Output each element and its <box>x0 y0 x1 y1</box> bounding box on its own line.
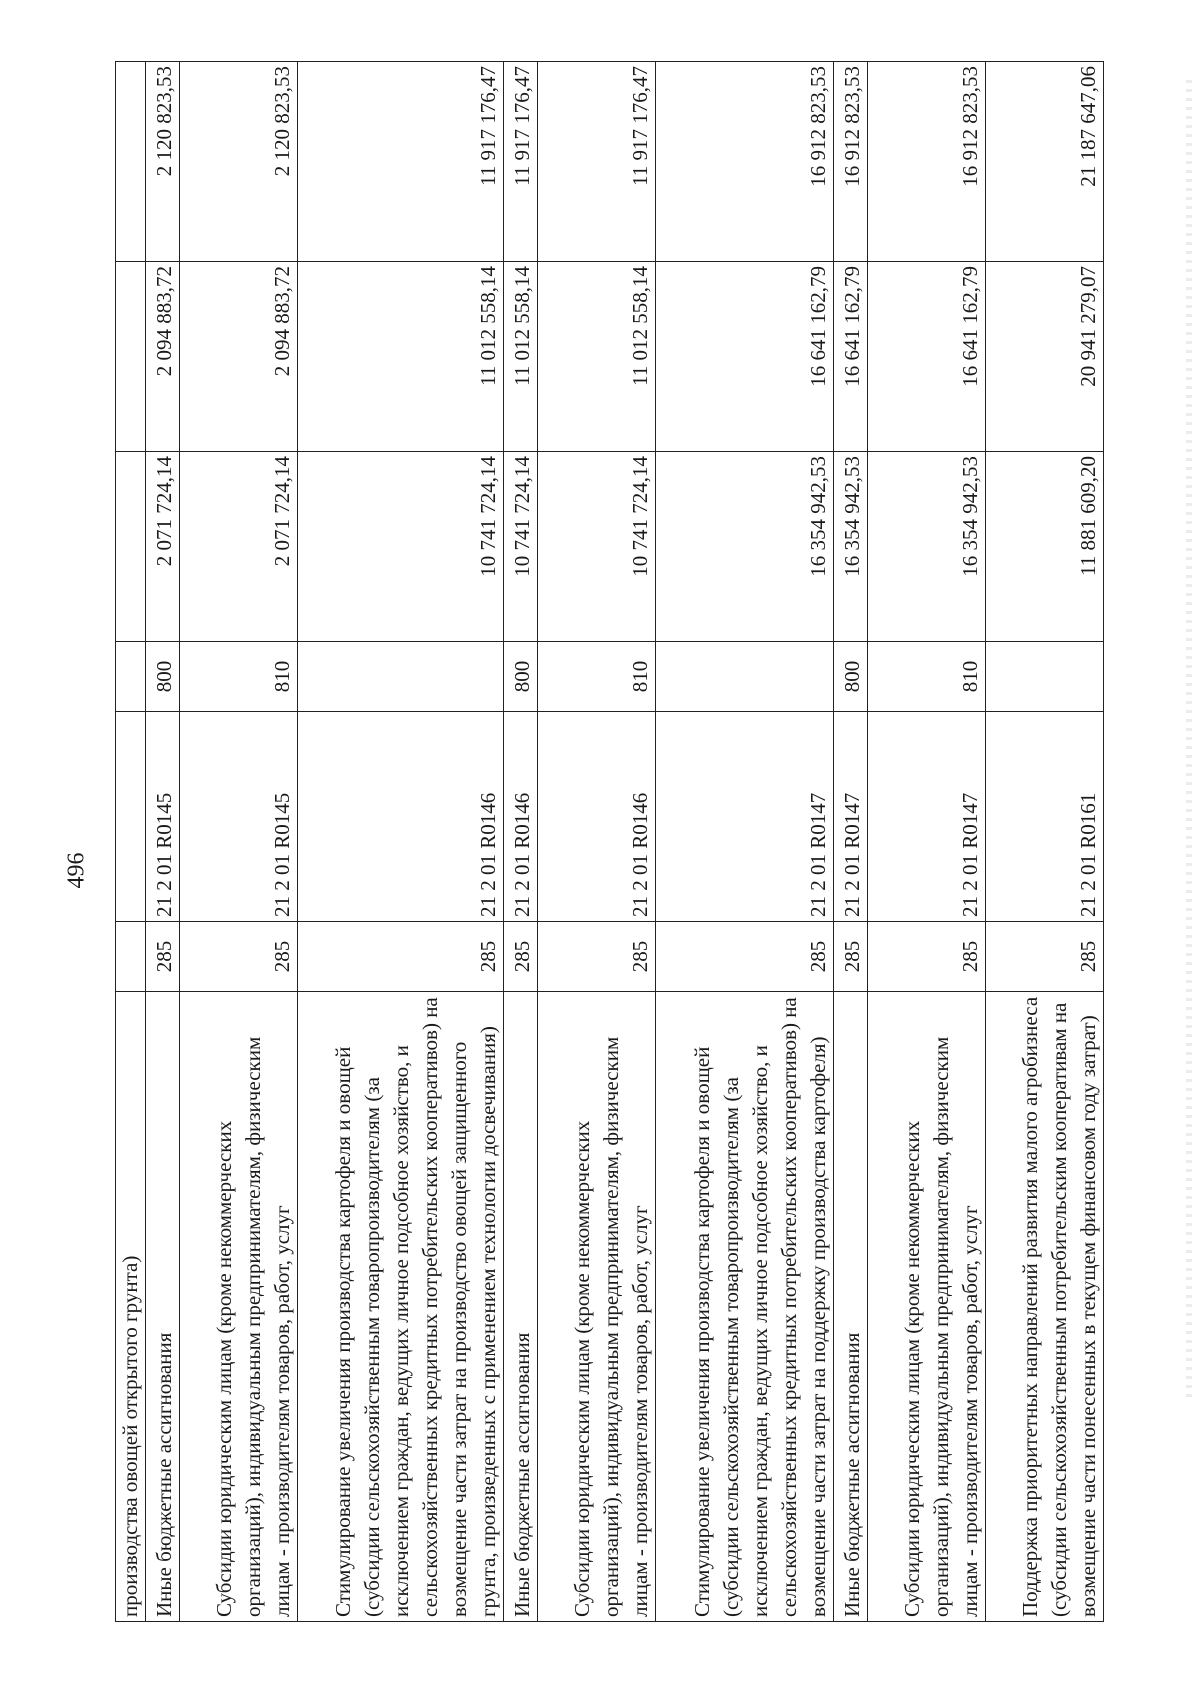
target-article-cell: 21 2 01 R0145 <box>180 712 298 922</box>
amount-year3-cell: 16 912 823,53 <box>834 62 868 262</box>
amount-year2-cell: 16 641 162,79 <box>868 262 986 452</box>
amount-year1-cell: 10 741 724,14 <box>504 452 538 642</box>
row-name-cell: Иные бюджетные ассигнования <box>834 992 868 1622</box>
ved-code-cell: 285 <box>146 922 180 992</box>
amount-year3-cell: 2 120 823,53 <box>180 62 298 262</box>
budget-table <box>115 61 1104 1622</box>
amount-year2-cell: 20 941 279,07 <box>986 262 1104 452</box>
table-row <box>504 62 538 1622</box>
amount-year1-cell: 2 071 724,14 <box>146 452 180 642</box>
table-row <box>298 62 504 1622</box>
expense-type-cell: 800 <box>146 642 180 712</box>
expense-type-cell: 810 <box>538 642 656 712</box>
table-row <box>146 62 180 1622</box>
amount-year1-cell: 2 071 724,14 <box>180 452 298 642</box>
target-article-cell: 21 2 01 R0161 <box>986 712 1104 922</box>
row-name-cell: Субсидии юридическим лицам (кроме некоммерческих организаций), индивидуальным предпринимателям, физическим лицам - производителям товаров, работ, услуг <box>538 992 656 1622</box>
table-row <box>986 62 1104 1622</box>
amount-year1-cell: 16 354 942,53 <box>868 452 986 642</box>
amount-year1-cell: 11 881 609,20 <box>986 452 1104 642</box>
amount-year2-cell: 16 641 162,79 <box>834 262 868 452</box>
ved-code-cell: 285 <box>298 922 504 992</box>
row-name-cell: производства овощей открытого грунта) <box>116 992 146 1622</box>
ved-code-cell: 285 <box>504 922 538 992</box>
row-name-cell: Субсидии юридическим лицам (кроме некоммерческих организаций), индивидуальным предпринимателям, физическим лицам - производителям товаров, работ, услуг <box>180 992 298 1622</box>
amount-year3-cell <box>116 62 146 262</box>
table-row <box>116 62 146 1622</box>
amount-year3-cell: 2 120 823,53 <box>146 62 180 262</box>
amount-year2-cell: 16 641 162,79 <box>656 262 834 452</box>
row-name-cell: Поддержка приоритетных направлений развития малого агробизнеса (субсидии сельскохозяйственным потребительским кооперативам на возмещение части понесенных в текущем финансовом году затрат) <box>986 992 1104 1622</box>
amount-year1-cell: 10 741 724,14 <box>298 452 504 642</box>
expense-type-cell: 800 <box>834 642 868 712</box>
amount-year2-cell: 11 012 558,14 <box>504 262 538 452</box>
target-article-cell: 21 2 01 R0146 <box>298 712 504 922</box>
amount-year1-cell: 16 354 942,53 <box>656 452 834 642</box>
table-row <box>868 62 986 1622</box>
row-name-cell: Иные бюджетные ассигнования <box>504 992 538 1622</box>
budget-table-rotated <box>115 62 1100 1622</box>
amount-year1-cell <box>116 452 146 642</box>
row-name-cell: Субсидии юридическим лицам (кроме некоммерческих организаций), индивидуальным предпринимателям, физическим лицам - производителям товаров, работ, услуг <box>868 992 986 1622</box>
amount-year2-cell: 11 012 558,14 <box>298 262 504 452</box>
ved-code-cell: 285 <box>538 922 656 992</box>
row-name-cell: Стимулирование увеличения производства картофеля и овощей (субсидии сельскохозяйственным товаропроизводителям (за исключением граждан, ведущих личное подсобное хозяйство, и сельскохозяйственных кредитных потребительских кооперативов) на возмещение части затрат на производство овощей защищенного грунта, произведенных с применением технологии досвечивания) <box>298 992 504 1622</box>
expense-type-cell <box>116 642 146 712</box>
amount-year2-cell <box>116 262 146 452</box>
target-article-cell: 21 2 01 R0146 <box>504 712 538 922</box>
target-article-cell: 21 2 01 R0145 <box>146 712 180 922</box>
ved-code-cell <box>116 922 146 992</box>
target-article-cell <box>116 712 146 922</box>
amount-year1-cell: 10 741 724,14 <box>538 452 656 642</box>
ved-code-cell: 285 <box>868 922 986 992</box>
amount-year3-cell: 11 917 176,47 <box>538 62 656 262</box>
expense-type-cell <box>298 642 504 712</box>
expense-type-cell <box>656 642 834 712</box>
page-number: 496 <box>63 852 90 889</box>
table-row <box>656 62 834 1622</box>
target-article-cell: 21 2 01 R0147 <box>868 712 986 922</box>
ved-code-cell: 285 <box>834 922 868 992</box>
target-article-cell: 21 2 01 R0146 <box>538 712 656 922</box>
amount-year2-cell: 11 012 558,14 <box>538 262 656 452</box>
amount-year3-cell: 16 912 823,53 <box>868 62 986 262</box>
expense-type-cell: 810 <box>180 642 298 712</box>
amount-year1-cell: 16 354 942,53 <box>834 452 868 642</box>
table-row <box>834 62 868 1622</box>
ved-code-cell: 285 <box>656 922 834 992</box>
ved-code-cell: 285 <box>180 922 298 992</box>
row-name-cell: Стимулирование увеличения производства картофеля и овощей (субсидии сельскохозяйственным товаропроизводителям (за исключением граждан, ведущих личное подсобное хозяйство, и сельскохозяйственных кредитных потребительских кооперативов) на возмещение части затрат на поддержку производства картофеля) <box>656 992 834 1622</box>
ved-code-cell: 285 <box>986 922 1104 992</box>
amount-year3-cell: 11 917 176,47 <box>298 62 504 262</box>
amount-year2-cell: 2 094 883,72 <box>180 262 298 452</box>
scan-margin-noise <box>1186 80 1192 1400</box>
amount-year2-cell: 2 094 883,72 <box>146 262 180 452</box>
target-article-cell: 21 2 01 R0147 <box>656 712 834 922</box>
amount-year3-cell: 21 187 647,06 <box>986 62 1104 262</box>
expense-type-cell: 810 <box>868 642 986 712</box>
amount-year3-cell: 11 917 176,47 <box>504 62 538 262</box>
amount-year3-cell: 16 912 823,53 <box>656 62 834 262</box>
table-row <box>538 62 656 1622</box>
expense-type-cell: 800 <box>504 642 538 712</box>
table-row <box>180 62 298 1622</box>
target-article-cell: 21 2 01 R0147 <box>834 712 868 922</box>
expense-type-cell <box>986 642 1104 712</box>
row-name-cell: Иные бюджетные ассигнования <box>146 992 180 1622</box>
